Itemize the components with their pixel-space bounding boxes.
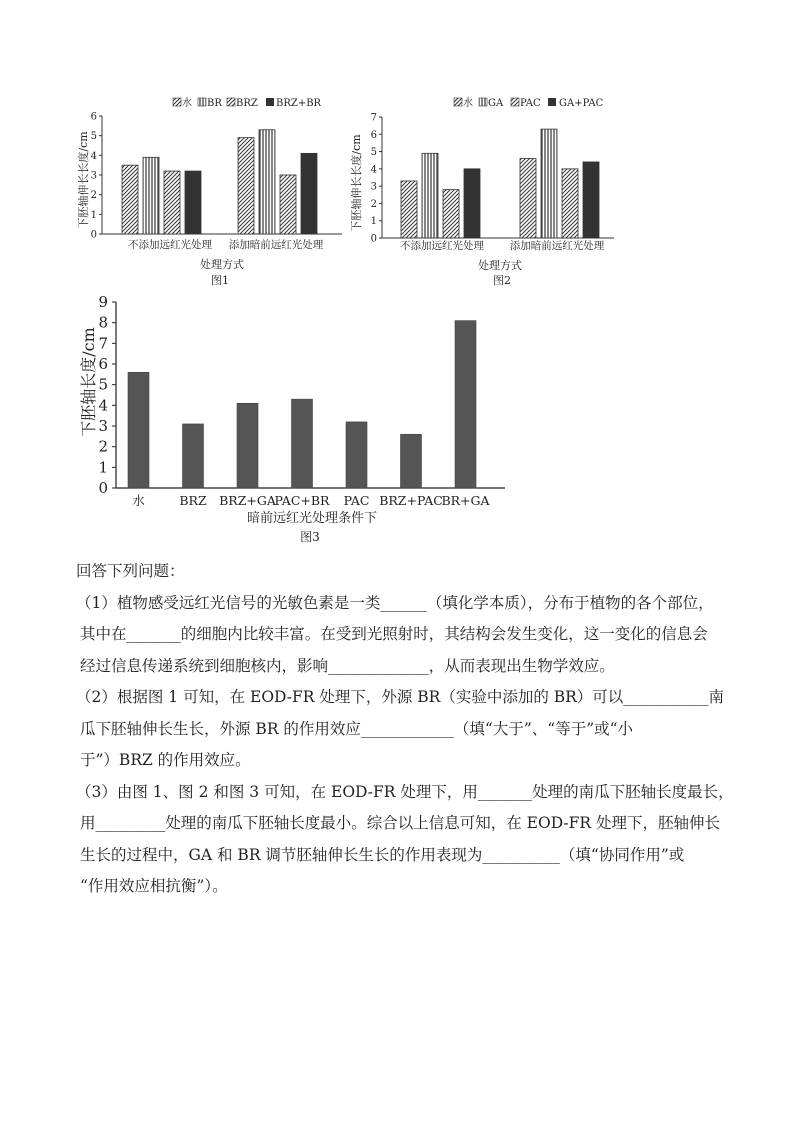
y-axis-label: 下胚轴长度/cm [79,327,98,437]
category-label: BR+GA [441,493,490,508]
y-axis-label: 下胚轴伸长长度/cm [77,131,90,229]
y-tick-label: 7 [370,112,377,124]
x-axis-label: 处理方式 [478,259,522,272]
figure-label: 图2 [493,274,511,287]
bar-GA+PAC-0 [464,169,480,238]
category-label: PAC [343,493,370,508]
bar-PAC-1 [562,169,578,238]
bar-PAC-0 [443,190,459,238]
y-tick-label: 3 [98,417,108,435]
y-tick-label: 3 [90,170,97,182]
y-tick-label: 5 [90,131,97,143]
y-tick-label: 0 [370,233,377,245]
x-axis-label: 暗前远红光处理条件下 [246,511,378,526]
bar-PAC [346,422,367,488]
bar-水-0 [401,181,417,238]
y-tick-label: 1 [370,216,377,228]
question-1-line-3: 经过信息传递系统到细胞核内，影响_____________，从而表现出生物学效应。 [80,656,615,675]
question-3-line-1: （3）由图 1、图 2 和图 3 可知，在 EOD-FR 处理下，用_______处理的南瓜下胚轴长度最长， [76,782,734,801]
bar-BRZ+GA [237,403,258,488]
y-tick-label: 4 [370,164,377,176]
question-3-line-4: “作用效应相抗衡”）。 [80,877,228,895]
question-3-line-3: 生长的过程中，GA 和 BR 调节胚轴伸长生长的作用表现为__________（填“协同作用”或 [80,845,685,864]
question-2-line-1: （2）根据图 1 可知，在 EOD-FR 处理下，外源 BR（实验中添加的 BR）可以___________南 [76,688,725,706]
y-tick-label: 1 [90,209,97,221]
y-tick-label: 6 [98,355,108,373]
x-axis-label: 处理方式 [200,258,244,271]
y-tick-label: 4 [98,396,108,415]
plot-area [98,293,505,508]
y-axis-label: 下胚轴伸长长度/cm [350,134,363,232]
legend-label-br: BR [207,98,222,109]
legend-label-water: 水 [463,98,473,109]
y-tick-label: 3 [370,181,377,193]
figure-1-chart [70,88,350,288]
bar-BRZ+PAC [401,434,422,488]
figure-3-chart [70,290,510,552]
y-tick-label: 6 [370,129,377,141]
category-label-fr: 添加暗前远红光处理 [228,239,324,251]
figure-2-chart [352,88,622,288]
plot-area [371,113,614,245]
bar-GA-1 [541,129,557,238]
legend-label-pac: PAC [520,98,541,109]
bar-水 [128,372,149,488]
category-label: BRZ [179,493,207,508]
legend-label-ga-pac: GA+PAC [559,98,604,109]
question-2-line-2: 瓜下胚轴伸长生长，外源 BR 的作用效应____________（填“大于”、“等于”或“小 [80,719,634,738]
y-axis-title [349,134,363,232]
bar-水-1 [520,158,536,238]
y-tick-label: 2 [98,437,108,456]
question-1-line-1: （1）植物感受远红光信号的光敏色素是一类______（填化学本质），分布于植物的各个部位， [76,593,714,612]
category-label-no-fr: 不添加远红光处理 [128,239,212,251]
y-tick-label: 9 [98,293,108,311]
y-tick-label: 1 [98,458,108,477]
category-label: PAC+BR [274,493,330,508]
question-1-line-2: 其中在_______的细胞内比较丰富。在受到光照射时，其结构会发生变化，这一变化的信息会 [80,625,708,643]
y-tick-label: 5 [98,375,108,394]
intro-text: 回答下列问题： [76,562,185,580]
question-3-line-2: 用_________处理的南瓜下胚轴长度最小。综合以上信息可知，在 EOD-FR 处理下，胚轴伸长 [80,814,721,832]
bar-水-0 [122,165,138,234]
y-axis-title [76,131,90,229]
y-tick-label: 7 [98,334,108,353]
category-label-no-fr: 不添加远红光处理 [400,240,484,252]
bar-BRZ+BR-1 [301,153,317,234]
category-label: BRZ+GA [219,493,276,508]
legend-label-brz-br: BRZ+BR [276,98,322,109]
bar-BRZ+BR-0 [185,171,201,234]
category-label-fr: 添加暗前远红光处理 [509,240,605,252]
bar-BR-1 [259,130,275,234]
y-tick-label: 0 [90,229,97,241]
legend [454,96,604,109]
figure-label: 图1 [211,274,229,287]
bar-PAC+BR [292,399,313,488]
category-label: 水 [132,493,145,508]
legend [173,96,322,109]
bar-GA+PAC-1 [583,162,599,238]
bar-BRZ [183,424,204,488]
category-label: BRZ+PAC [379,493,443,508]
y-tick-label: 4 [90,150,97,162]
bar-BR-0 [143,157,159,234]
bar-BRZ-1 [280,175,296,234]
y-tick-label: 5 [370,147,377,159]
y-tick-label: 0 [98,479,108,497]
y-tick-label: 2 [90,190,97,202]
legend-label-ga: GA [488,98,504,109]
bar-BRZ-0 [164,171,180,234]
plot-area [91,112,342,241]
y-tick-label: 8 [98,313,108,332]
legend-label-water: 水 [182,98,192,109]
bar-水-1 [238,138,254,234]
y-tick-label: 2 [370,198,377,210]
question-2-line-3: 于”）BRZ 的作用效应。 [80,751,251,769]
figure-label: 图3 [300,530,320,544]
legend-label-brz: BRZ [236,98,258,109]
y-tick-label: 6 [90,111,97,123]
question-block [76,556,766,903]
bar-GA-0 [422,153,438,238]
bar-BR+GA [455,321,476,488]
